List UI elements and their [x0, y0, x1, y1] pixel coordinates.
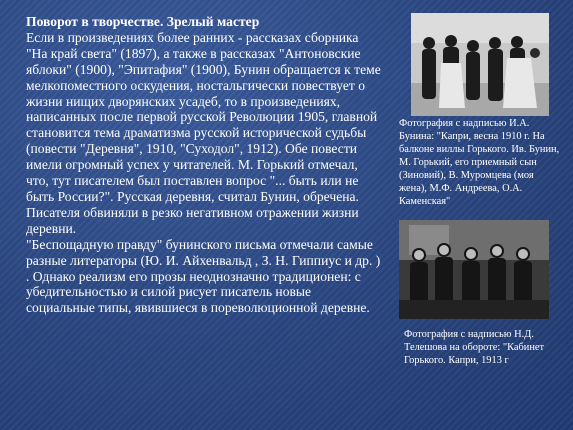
photo-gorky-study — [399, 220, 549, 319]
slide-title: Поворот в творчестве. Зрелый мастер — [26, 14, 260, 29]
photo-caption-1: Фотография с надписью И.А. Бунина: "Капри, весна 1910 г. На балконе виллы Горького. Ив. Бунин, М. Горький, его приемный сын (Зиновий), В. Муромцева (моя жена), М.Ф. Андреева, О.А. Каменская" — [399, 118, 560, 207]
photo-capri-balcony — [411, 13, 549, 116]
slide-body-paragraph-2: "Беспощадную правду" бунинского письма отмечали самые разные литераторы (Ю. И. Айхенвальд , З. Н. Гиппиус и др. ) . Однако реализм его прозы неоднозначно традиционен: с убедительностью и силой рисует писатель новые социальные типы, явившиеся в пореволюционной деревне. — [26, 236, 381, 316]
photo-caption-2: Фотография с надписью Н.Д. Телешова на обороте: "Кабинет Горького. Капри, 1913 г — [404, 329, 545, 366]
slide-body-paragraph-1: Если в произведениях более ранних - рассказах сборника "На край света" (1897), а также в рассказах "Антоновские яблоки" (1900), "Эпитафия" (1900), Бунин обращается к теме мелкопоместного оскудения, ностальгически повествует о жизни нищих дворянских усадеб, то в произведениях, написанных после первой русской Революции 1905, главной становится тема драматизма русской исторической судьбы (повести "Деревня", 1910, "Суходол", 1912). Обе повести имели огромный успех у читателей. М. Горький отмечал, что, тут писателем был поставлен вопрос "... быть или не быть России?". Русская деревня, считал Бунин, обречена. Писателя обвиняли в резко негативном отражении жизни деревни. — [26, 29, 381, 236]
main-text-block — [26, 14, 381, 316]
